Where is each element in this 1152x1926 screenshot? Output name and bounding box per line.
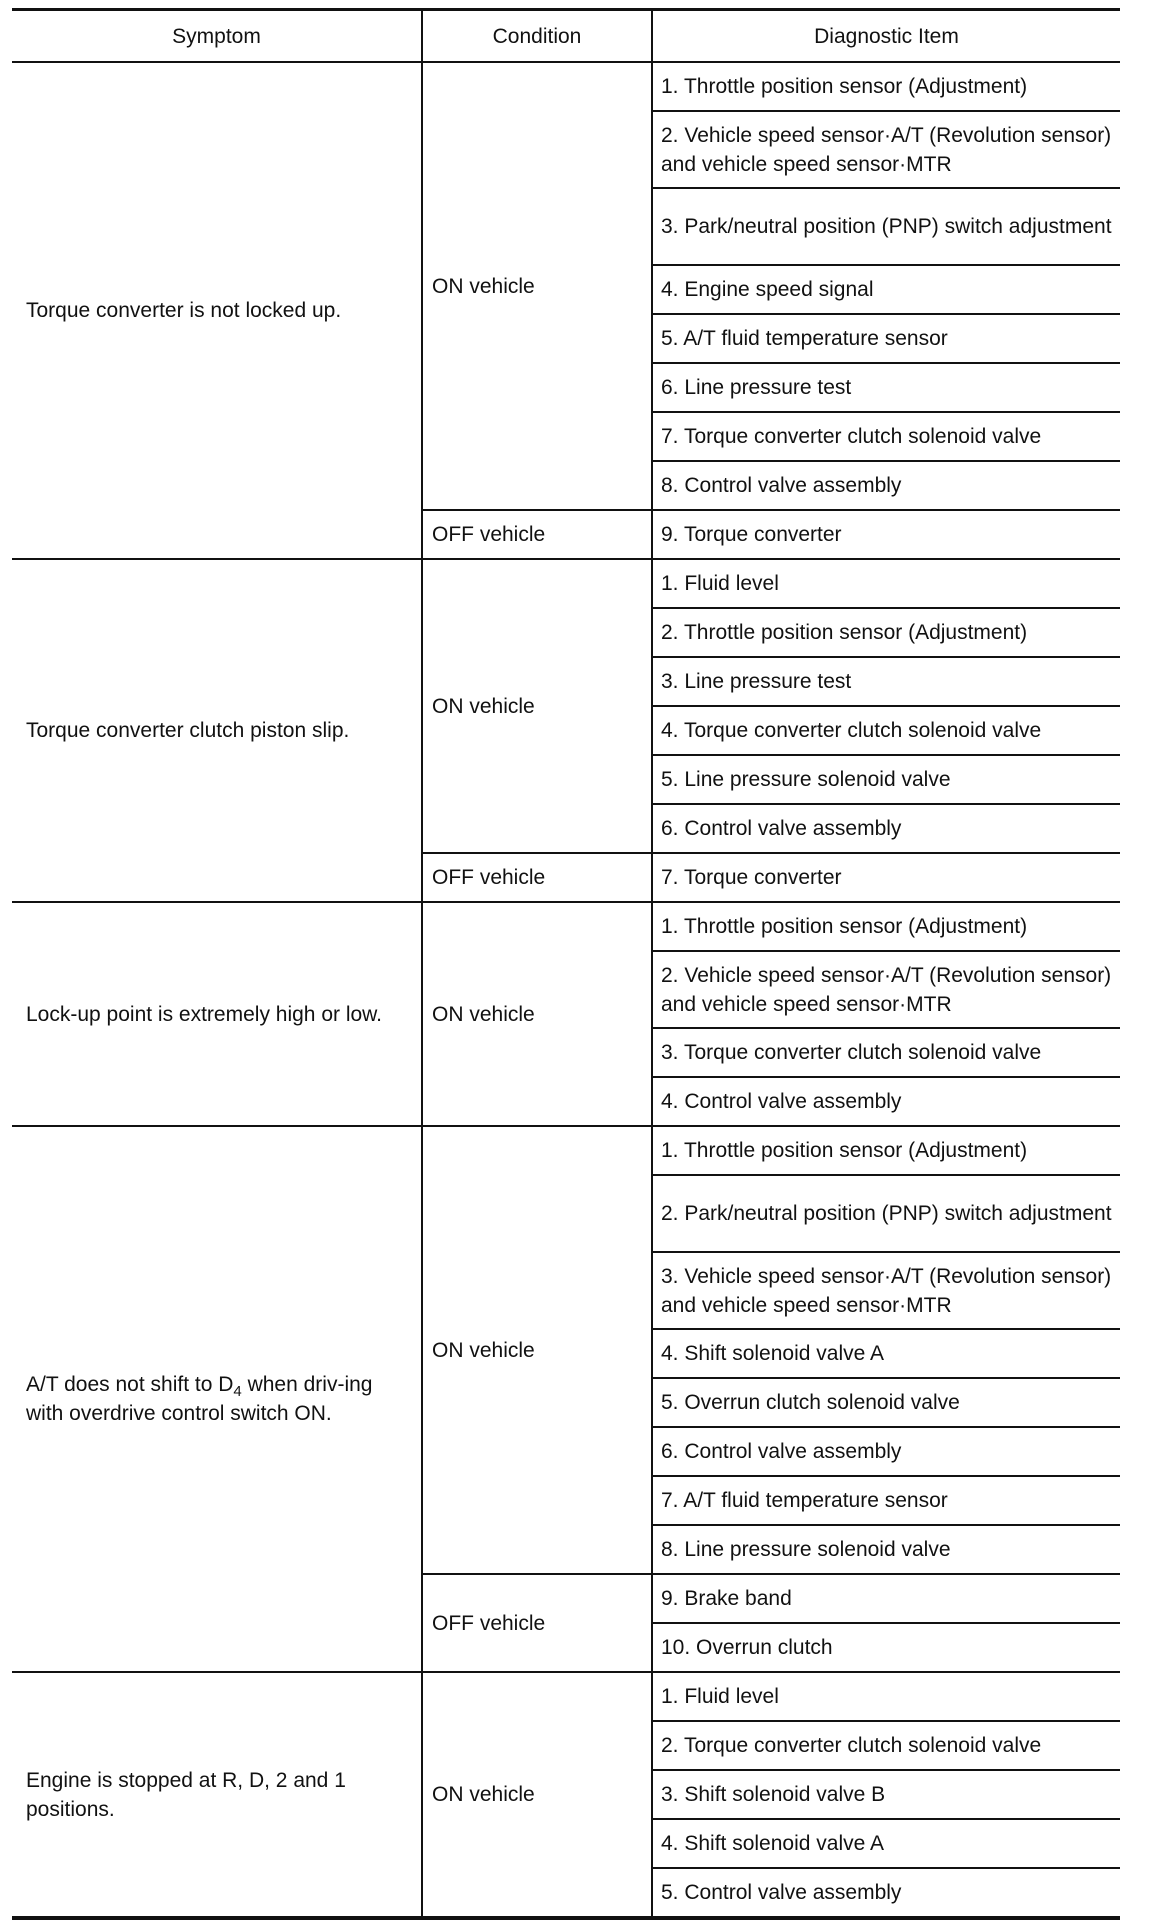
- diagnostic-item: 4. Shift solenoid valve A: [652, 1819, 1120, 1868]
- table-row: [12, 902, 1120, 951]
- diagnostic-item: 2. Throttle position sensor (Adjustment): [652, 608, 1120, 657]
- diagnostic-item: 4. Control valve assembly: [652, 1077, 1120, 1126]
- condition-cell: ON vehicle: [422, 902, 652, 1126]
- condition-cell: OFF vehicle: [422, 1574, 652, 1672]
- diagnostic-item: 9. Brake band: [652, 1574, 1120, 1623]
- header-diagnostic-item: Diagnostic Item: [652, 10, 1120, 63]
- symptom-cell: Torque converter clutch piston slip.: [12, 559, 422, 902]
- diagnostic-item: 3. Park/neutral position (PNP) switch adjustment: [652, 188, 1120, 265]
- condition-cell: ON vehicle: [422, 559, 652, 853]
- diagnostic-item: 9. Torque converter: [652, 510, 1120, 559]
- symptom-subscript: 4: [233, 1383, 242, 1401]
- diagnostic-item: 5. Overrun clutch solenoid valve: [652, 1378, 1120, 1427]
- table-row: [12, 1672, 1120, 1721]
- header-symptom: Symptom: [12, 10, 422, 63]
- diagnostic-item: 6. Control valve assembly: [652, 1427, 1120, 1476]
- diagnostic-item: 2. Vehicle speed sensor·A/T (Revolution sensor) and vehicle speed sensor·MTR: [652, 111, 1120, 188]
- table-row: [12, 1126, 1120, 1175]
- diagnostic-item: 7. Torque converter clutch solenoid valve: [652, 412, 1120, 461]
- condition-cell: ON vehicle: [422, 1672, 652, 1918]
- diagnostic-item: 5. Control valve assembly: [661, 1881, 902, 1904]
- symptom-text: when driv-ing with overdrive control switch ON.: [26, 1373, 373, 1425]
- diagnostic-item: 10. Overrun clutch: [652, 1623, 1120, 1672]
- diagnostic-item: 1. Fluid level: [652, 1672, 1120, 1721]
- symptom-cell: [12, 1126, 422, 1672]
- diagnostic-item: 7. Torque converter: [652, 853, 1120, 902]
- symptom-cell: Lock-up point is extremely high or low.: [12, 902, 422, 1126]
- diagnostic-item: 1. Throttle position sensor (Adjustment): [652, 902, 1120, 951]
- diagnostic-item: 1. Throttle position sensor (Adjustment): [652, 62, 1120, 111]
- diagnostic-item: 6. Control valve assembly: [652, 804, 1120, 853]
- diagnostic-item: 4. Torque converter clutch solenoid valve: [652, 706, 1120, 755]
- diagnostic-item: 5. Line pressure solenoid valve: [652, 755, 1120, 804]
- symptom-cell: Engine is stopped at R, D, 2 and 1 positions.: [12, 1672, 422, 1918]
- condition-cell: OFF vehicle: [422, 510, 652, 559]
- diagnostic-item: 3. Vehicle speed sensor·A/T (Revolution sensor) and vehicle speed sensor·MTR: [652, 1252, 1120, 1329]
- diagnostic-item: 8. Line pressure solenoid valve: [652, 1525, 1120, 1574]
- diagnostic-item: 1. Throttle position sensor (Adjustment): [652, 1126, 1120, 1175]
- diagnostic-item: 1. Fluid level: [652, 559, 1120, 608]
- diagnostic-item: 8. Control valve assembly: [652, 461, 1120, 510]
- diagnostic-item: 4. Engine speed signal: [652, 265, 1120, 314]
- condition-cell: ON vehicle: [422, 62, 652, 510]
- diagnostic-item: 5. A/T fluid temperature sensor: [652, 314, 1120, 363]
- header-row: [12, 10, 1120, 63]
- table-row: [12, 559, 1120, 608]
- diagnostic-table: [12, 8, 1120, 1920]
- condition-cell: OFF vehicle: [422, 853, 652, 902]
- diagnostic-item: 2. Vehicle speed sensor·A/T (Revolution sensor) and vehicle speed sensor·MTR: [652, 951, 1120, 1028]
- condition-cell: ON vehicle: [422, 1126, 652, 1574]
- header-condition: Condition: [422, 10, 652, 63]
- diagnostic-item: 3. Shift solenoid valve B: [652, 1770, 1120, 1819]
- symptom-text: A/T does not shift to D: [26, 1373, 234, 1396]
- symptom-cell: Torque converter is not locked up.: [12, 62, 422, 559]
- diagnostic-item: 2. Park/neutral position (PNP) switch adjustment: [652, 1175, 1120, 1252]
- diagnostic-item: 4. Shift solenoid valve A: [652, 1329, 1120, 1378]
- diagnostic-item: 7. A/T fluid temperature sensor: [652, 1476, 1120, 1525]
- diagnostic-item: 3. Torque converter clutch solenoid valve: [652, 1028, 1120, 1077]
- diagnostic-item: 3. Line pressure test: [652, 657, 1120, 706]
- table-row: [12, 62, 1120, 111]
- diagnostic-item: 6. Line pressure test: [652, 363, 1120, 412]
- diagnostic-item: 2. Torque converter clutch solenoid valve: [652, 1721, 1120, 1770]
- diagnostic-table-page: [12, 8, 1120, 1920]
